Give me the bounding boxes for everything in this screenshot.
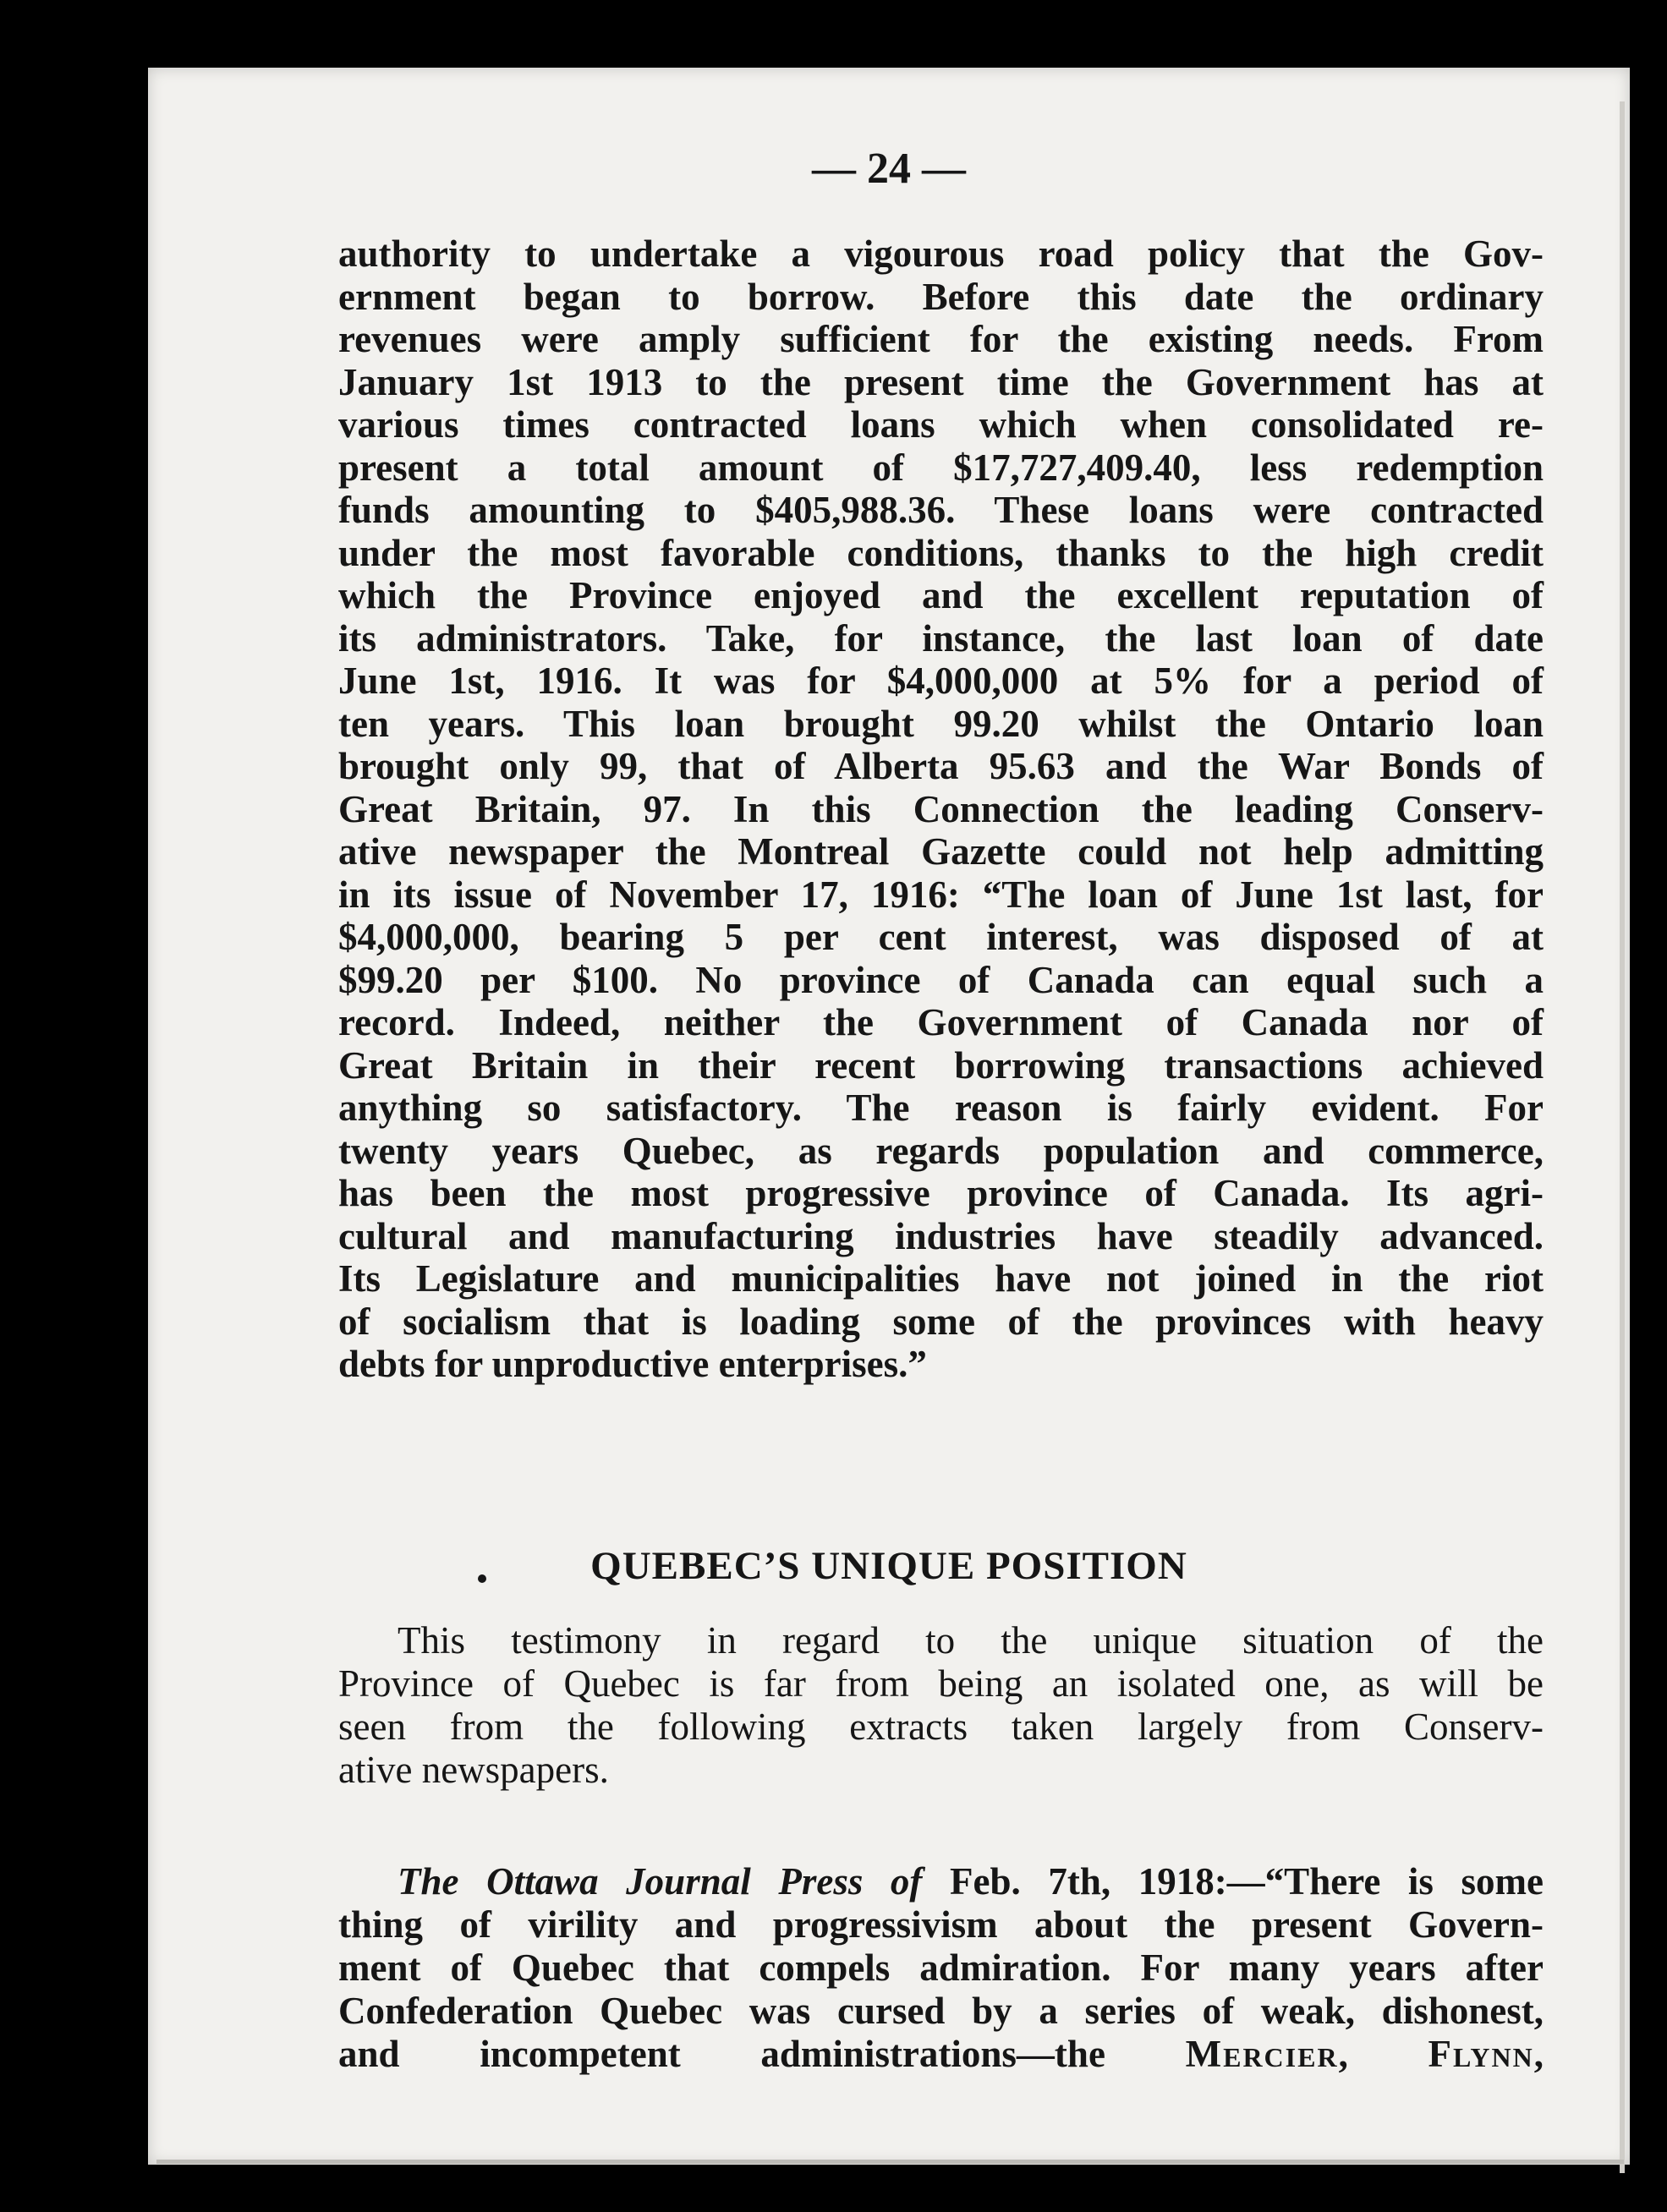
text-line: authority to undertake a vigourous road policy that the Gov- [338, 233, 1544, 275]
text-segment: , [1338, 2033, 1428, 2075]
text-line: twenty years Quebec, as regards population and commerce, [338, 1129, 1544, 1172]
page-edge-bottom [156, 2160, 1624, 2164]
text-line: June 1st, 1916. It was for $4,000,000 at 5% for a period of [338, 660, 1544, 702]
name-flynn: Flynn [1428, 2033, 1534, 2075]
text-line: Province of Quebec is far from being an isolated one, as will be [338, 1662, 1544, 1705]
text-line: seen from the following extracts taken largely from Conserv- [338, 1706, 1544, 1748]
text-line: its administrators. Take, for instance, the last loan of date [338, 616, 1544, 660]
text-line: brought only 99, that of Alberta 95.63 and the War Bonds of [338, 745, 1544, 787]
text-line: ative newspaper the Montreal Gazette could not help admitting [338, 830, 1544, 873]
text-line: ten years. This loan brought 99.20 whilst the Ontario loan [338, 702, 1544, 745]
text-segment: and incompetent administrations—the [338, 2033, 1186, 2075]
section-heading: QUEBEC’S UNIQUE POSITION [590, 1544, 1187, 1588]
text-line: Great Britain, 97. In this Connection the leading Conserv- [338, 787, 1544, 830]
newspaper-source: The Ottawa Journal Press of [398, 1860, 923, 1903]
text-line: $99.20 per $100. No province of Canada can equal such a [338, 958, 1544, 1001]
text-line: cultural and manufacturing industries have steadily advanced. [338, 1214, 1544, 1257]
text-line [338, 1860, 1544, 1903]
text-line: ative newspapers. [338, 1749, 609, 1791]
text-line: record. Indeed, neither the Government of Canada nor of [338, 1001, 1544, 1043]
text-line: Great Britain in their recent borrowing transactions achieved [338, 1043, 1544, 1087]
text-line: Confederation Quebec was cursed by a series of weak, dishonest, [338, 1990, 1544, 2032]
paragraph-2 [338, 1619, 1544, 1792]
text-line: This testimony in regard to the unique situation of the [398, 1619, 1544, 1662]
text-line [338, 2033, 1544, 2076]
text-line: present a total amount of $17,727,409.40, less redemption [338, 446, 1544, 489]
text-line: has been the most progressive province of Canada. Its agri- [338, 1172, 1544, 1214]
paragraph-1 [338, 233, 1544, 1386]
page-edge-right [1620, 101, 1625, 2173]
paragraph-3 [338, 1860, 1544, 2076]
text-line: of socialism that is loading some of the provinces with heavy [338, 1300, 1544, 1343]
text-line: debts for unproductive enterprises.” [338, 1343, 927, 1385]
text-line: various times contracted loans which when consolidated re- [338, 403, 1544, 446]
text-segment: , [1533, 2033, 1544, 2075]
text-line: which the Province enjoyed and the excellent reputation of [338, 574, 1544, 616]
name-mercier: Mercier [1185, 2033, 1339, 2075]
text-line: revenues were amply sufficient for the existing needs. From [338, 318, 1544, 360]
text-line: anything so satisfactory. The reason is fairly evident. For [338, 1087, 1544, 1129]
text-segment: Feb. 7th, 1918:—“There is some [922, 1860, 1544, 1903]
text-line: Its Legislature and municipalities have not joined in the riot [338, 1257, 1544, 1300]
text-line: under the most favorable conditions, thanks to the high credit [338, 531, 1544, 574]
text-line: ment of Quebec that compels admiration. For many years after [338, 1946, 1544, 1989]
text-line: in its issue of November 17, 1916: “The loan of June 1st last, for [338, 873, 1544, 916]
text-line: January 1st 1913 to the present time the Government has at [338, 360, 1544, 403]
page-number: — 24 — [812, 145, 966, 193]
text-line: thing of virility and progressivism about the present Govern- [338, 1903, 1544, 1946]
text-line: funds amounting to $405,988.36. These loans were contracted [338, 489, 1544, 531]
document-page [148, 68, 1630, 2165]
text-line: ernment began to borrow. Before this date the ordinary [338, 275, 1544, 318]
text-line: $4,000,000, bearing 5 per cent interest, was disposed of at [338, 916, 1544, 958]
